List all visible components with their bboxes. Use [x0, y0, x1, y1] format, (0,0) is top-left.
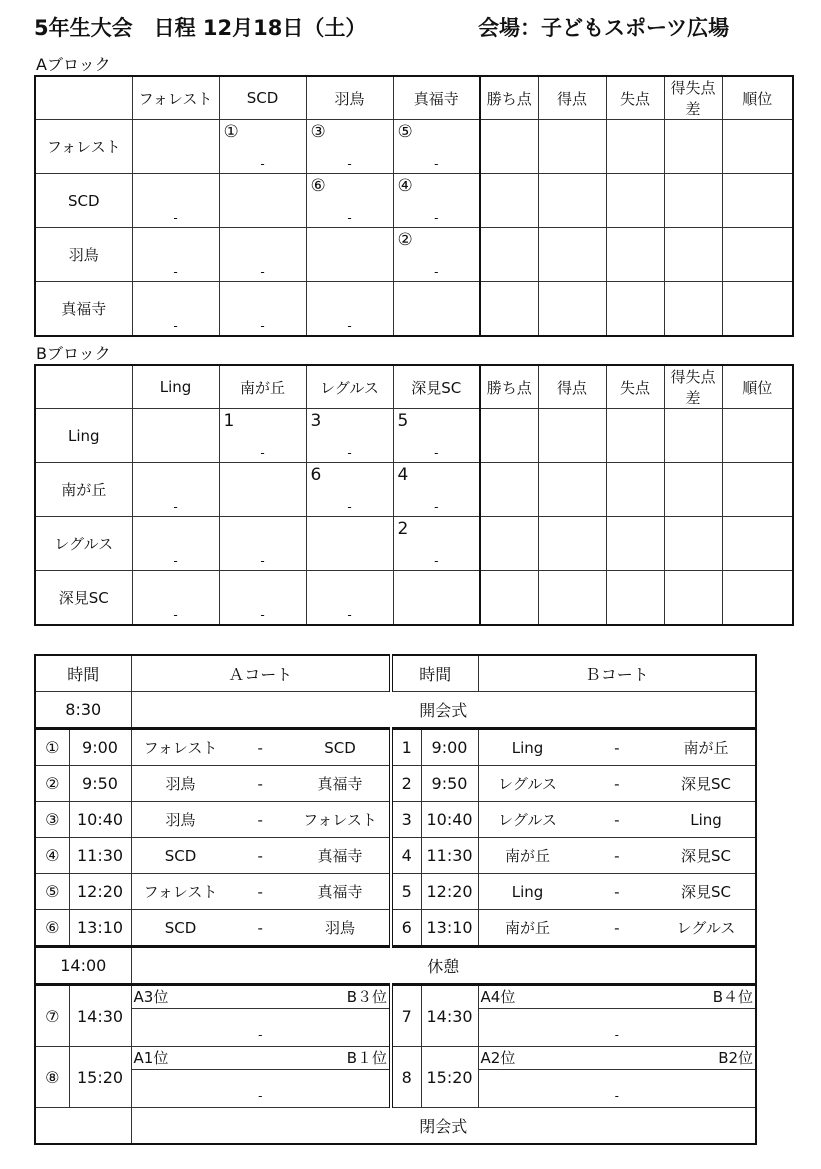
time-header-a: 時間	[35, 655, 131, 692]
match-time-b: 14:30	[421, 985, 478, 1047]
team-away: 深見SC	[681, 847, 732, 865]
stat-cell[interactable]	[538, 463, 606, 517]
score-dash: -	[258, 1089, 263, 1103]
final-b	[478, 985, 756, 1047]
column-header: 得点	[538, 365, 606, 409]
match-time-a: 10:40	[69, 802, 131, 838]
match-number: ③	[310, 122, 326, 142]
team-home: フォレスト	[143, 883, 218, 901]
match-number-b: 2	[391, 766, 421, 802]
match-a	[131, 838, 391, 874]
vs-dash: -	[257, 918, 263, 937]
break-label: 休憩	[131, 947, 756, 985]
column-header: 深見SC	[393, 365, 480, 409]
column-header: SCD	[219, 76, 306, 120]
team-home: 南が丘	[505, 847, 551, 865]
match-pair	[479, 737, 756, 758]
table-row	[35, 517, 793, 571]
venue-label: 会場：子どもスポーツ広場	[478, 16, 730, 40]
match-time-a: 11:30	[69, 838, 131, 874]
result-cell[interactable]	[219, 120, 306, 174]
match-number: 2	[397, 519, 409, 539]
team-home: レグルス	[498, 811, 557, 829]
stat-cell[interactable]	[538, 228, 606, 282]
score-dash: -	[260, 157, 265, 171]
score-dash: -	[173, 265, 178, 279]
seed-home: A4位	[480, 988, 516, 1006]
column-header: 真福寺	[393, 76, 480, 120]
stat-cell[interactable]	[480, 463, 538, 517]
match-b	[478, 766, 756, 802]
match-time-b: 11:30	[421, 838, 478, 874]
block-a-label: Aブロック	[36, 55, 111, 74]
result-cell[interactable]	[132, 120, 219, 174]
stat-cell[interactable]	[606, 517, 664, 571]
team-home: SCD	[164, 846, 197, 865]
final-row	[35, 1047, 756, 1108]
match-time-a: 13:10	[69, 910, 131, 947]
stat-cell[interactable]	[722, 282, 793, 337]
match-time-a: 15:20	[69, 1047, 131, 1108]
match-a	[131, 910, 391, 947]
match-number: ②	[397, 230, 413, 250]
score-dash: -	[173, 554, 178, 568]
column-header: 失点	[606, 76, 664, 120]
match-pair	[132, 917, 390, 938]
result-cell[interactable]	[393, 463, 480, 517]
result-cell[interactable]	[219, 282, 306, 337]
score-dash: -	[434, 500, 439, 514]
result-cell[interactable]	[306, 409, 393, 463]
stat-cell[interactable]	[606, 463, 664, 517]
score-dash: -	[347, 319, 352, 333]
team-home: 羽鳥	[165, 811, 196, 829]
column-header: 得点	[538, 76, 606, 120]
match-b	[478, 802, 756, 838]
result-cell[interactable]	[219, 463, 306, 517]
result-cell[interactable]	[393, 517, 480, 571]
stat-cell[interactable]	[664, 517, 722, 571]
score-dash: -	[260, 446, 265, 460]
stat-cell[interactable]	[722, 409, 793, 463]
schedule-row	[35, 802, 756, 838]
court-a-header: Ａコート	[131, 655, 391, 692]
final-box	[479, 1047, 756, 1107]
stat-cell[interactable]	[664, 571, 722, 626]
stat-cell[interactable]	[664, 409, 722, 463]
stat-cell[interactable]	[664, 174, 722, 228]
match-number-b: 7	[391, 985, 421, 1047]
seed-home: A3位	[133, 988, 169, 1006]
match-time-a: 12:20	[69, 874, 131, 910]
match-time-b: 12:20	[421, 874, 478, 910]
match-b	[478, 838, 756, 874]
schedule-row	[35, 910, 756, 947]
stat-cell[interactable]	[538, 409, 606, 463]
result-cell[interactable]	[132, 282, 219, 337]
match-number-b: 4	[391, 838, 421, 874]
score-dash: -	[260, 608, 265, 622]
result-cell[interactable]	[219, 174, 306, 228]
stat-cell[interactable]	[722, 174, 793, 228]
result-cell[interactable]	[219, 409, 306, 463]
match-number: 5	[397, 411, 409, 431]
result-cell[interactable]	[393, 282, 480, 337]
vs-dash: -	[614, 774, 620, 793]
seed-away: B４位	[712, 988, 754, 1006]
divider	[132, 1069, 390, 1070]
stat-cell[interactable]	[722, 517, 793, 571]
match-b	[478, 729, 756, 766]
column-header: 南が丘	[219, 365, 306, 409]
stat-cell[interactable]	[722, 120, 793, 174]
team-away: 真福寺	[317, 883, 363, 901]
match-number: ④	[397, 176, 413, 196]
vs-dash: -	[257, 810, 263, 829]
stat-cell[interactable]	[480, 282, 538, 337]
result-cell[interactable]	[132, 517, 219, 571]
result-cell[interactable]	[306, 174, 393, 228]
result-cell[interactable]	[306, 282, 393, 337]
stat-cell[interactable]	[480, 571, 538, 626]
match-pair	[132, 845, 390, 866]
stat-cell[interactable]	[722, 463, 793, 517]
match-pair	[479, 809, 756, 830]
opening-ceremony: 開会式	[131, 692, 756, 729]
table-row	[35, 571, 793, 626]
stat-cell[interactable]	[664, 463, 722, 517]
match-number-b: 8	[391, 1047, 421, 1108]
final-a	[131, 1047, 391, 1108]
team-home: フォレスト	[143, 739, 218, 757]
result-cell[interactable]	[393, 228, 480, 282]
vs-dash: -	[257, 846, 263, 865]
result-cell[interactable]	[132, 409, 219, 463]
score-dash: -	[434, 211, 439, 225]
match-time-a: 9:50	[69, 766, 131, 802]
result-cell[interactable]	[393, 409, 480, 463]
score-dash: -	[347, 157, 352, 171]
match-a	[131, 874, 391, 910]
table-row	[35, 228, 793, 282]
opening-time: 8:30	[35, 692, 131, 729]
result-cell[interactable]	[393, 571, 480, 626]
result-cell[interactable]	[132, 463, 219, 517]
divider	[479, 1069, 756, 1070]
score-dash: -	[614, 1028, 619, 1042]
match-number-a: ②	[35, 766, 69, 802]
match-number-b: 6	[391, 910, 421, 947]
closing-time	[35, 1108, 131, 1145]
team-name: Ling	[35, 409, 132, 463]
result-cell[interactable]	[306, 120, 393, 174]
stat-cell[interactable]	[538, 120, 606, 174]
match-pair	[479, 845, 756, 866]
match-time-b: 9:00	[421, 729, 478, 766]
match-a	[131, 802, 391, 838]
match-pair	[479, 773, 756, 794]
corner-cell	[35, 76, 132, 120]
team-away: 深見SC	[681, 883, 732, 901]
match-time-b: 10:40	[421, 802, 478, 838]
closing-ceremony: 閉会式	[131, 1108, 756, 1145]
vs-dash: -	[614, 882, 620, 901]
team-home: 南が丘	[505, 919, 551, 937]
stat-cell[interactable]	[606, 409, 664, 463]
seed-away: B１位	[346, 1049, 388, 1067]
match-number: ①	[223, 122, 239, 142]
score-dash: -	[173, 500, 178, 514]
block-b-table	[34, 364, 794, 626]
team-home: SCD	[164, 918, 197, 937]
team-home: レグルス	[498, 775, 557, 793]
result-cell[interactable]	[306, 228, 393, 282]
stat-cell[interactable]	[606, 174, 664, 228]
team-away: Ling	[690, 810, 722, 829]
stat-cell[interactable]	[606, 282, 664, 337]
result-cell[interactable]	[132, 571, 219, 626]
stat-cell[interactable]	[722, 228, 793, 282]
score-dash: -	[434, 446, 439, 460]
schedule-row	[35, 766, 756, 802]
score-dash: -	[173, 608, 178, 622]
column-header: 勝ち点	[480, 365, 538, 409]
score-dash: -	[173, 211, 178, 225]
match-pair	[479, 917, 756, 938]
seed-away: B2位	[718, 1049, 754, 1067]
match-time-b: 9:50	[421, 766, 478, 802]
stat-cell[interactable]	[606, 120, 664, 174]
match-pair	[132, 881, 390, 902]
match-number-b: 1	[391, 729, 421, 766]
team-away: 羽鳥	[325, 919, 356, 937]
match-a	[131, 766, 391, 802]
final-box	[132, 1047, 390, 1107]
team-name: 羽鳥	[35, 228, 132, 282]
match-time-a: 9:00	[69, 729, 131, 766]
final-box	[479, 986, 756, 1046]
stat-cell[interactable]	[538, 571, 606, 626]
stat-cell[interactable]	[480, 517, 538, 571]
team-name: 深見SC	[35, 571, 132, 626]
column-header: 失点	[606, 365, 664, 409]
stat-cell[interactable]	[480, 120, 538, 174]
stat-cell[interactable]	[664, 120, 722, 174]
match-number-a: ⑤	[35, 874, 69, 910]
column-header: 得失点差	[664, 76, 722, 120]
result-cell[interactable]	[306, 517, 393, 571]
schedule-row	[35, 838, 756, 874]
match-pair	[132, 737, 390, 758]
stat-cell[interactable]	[538, 517, 606, 571]
result-cell[interactable]	[132, 174, 219, 228]
table-row	[35, 282, 793, 337]
match-b	[478, 874, 756, 910]
result-cell[interactable]	[132, 228, 219, 282]
column-header: レグルス	[306, 365, 393, 409]
schedule-row	[35, 874, 756, 910]
match-number: ⑥	[310, 176, 326, 196]
result-cell[interactable]	[306, 571, 393, 626]
final-row	[35, 985, 756, 1047]
team-home: 羽鳥	[165, 775, 196, 793]
match-number-b: 3	[391, 802, 421, 838]
match-number-a: ③	[35, 802, 69, 838]
vs-dash: -	[614, 738, 620, 757]
vs-dash: -	[257, 774, 263, 793]
team-name: 真福寺	[35, 282, 132, 337]
stat-cell[interactable]	[606, 228, 664, 282]
score-dash: -	[347, 446, 352, 460]
team-away: 南が丘	[683, 739, 729, 757]
seed-away: B３位	[346, 988, 388, 1006]
team-away: 真福寺	[317, 775, 363, 793]
score-dash: -	[260, 554, 265, 568]
match-number: 3	[310, 411, 322, 431]
score-dash: -	[347, 500, 352, 514]
table-row	[35, 120, 793, 174]
team-away: 真福寺	[317, 847, 363, 865]
match-number-a: ④	[35, 838, 69, 874]
team-name: フォレスト	[35, 120, 132, 174]
column-header: 勝ち点	[480, 76, 538, 120]
schedule-row	[35, 729, 756, 766]
stat-cell[interactable]	[664, 282, 722, 337]
break-time: 14:00	[35, 947, 131, 985]
match-number-b: 5	[391, 874, 421, 910]
team-home: Ling	[511, 738, 544, 757]
final-a	[131, 985, 391, 1047]
stat-cell[interactable]	[664, 228, 722, 282]
match-number: ⑤	[397, 122, 413, 142]
team-away: SCD	[324, 738, 356, 757]
match-number-a: ⑧	[35, 1047, 69, 1108]
match-time-b: 15:20	[421, 1047, 478, 1108]
match-number: 1	[223, 411, 235, 431]
team-away: 深見SC	[681, 775, 732, 793]
block-b-label: Bブロック	[36, 344, 111, 363]
time-header-b: 時間	[391, 655, 478, 692]
stat-cell[interactable]	[538, 282, 606, 337]
match-time-b: 13:10	[421, 910, 478, 947]
score-dash: -	[258, 1028, 263, 1042]
column-header: 順位	[722, 365, 793, 409]
score-dash: -	[260, 265, 265, 279]
divider	[132, 1008, 390, 1009]
final-box	[132, 986, 390, 1046]
column-header: 得失点差	[664, 365, 722, 409]
team-away: レグルス	[676, 919, 736, 937]
match-time-a: 14:30	[69, 985, 131, 1047]
column-header: フォレスト	[132, 76, 219, 120]
match-number-a: ⑦	[35, 985, 69, 1047]
column-header: Ling	[132, 365, 219, 409]
page-title: 5年生大会 日程 12月18日（土）	[34, 16, 367, 40]
team-away: フォレスト	[303, 811, 377, 829]
result-cell[interactable]	[306, 463, 393, 517]
result-cell[interactable]	[219, 571, 306, 626]
score-dash: -	[614, 1089, 619, 1103]
result-cell[interactable]	[219, 517, 306, 571]
score-dash: -	[434, 157, 439, 171]
stat-cell[interactable]	[480, 409, 538, 463]
match-number: 6	[310, 465, 322, 485]
match-number: 4	[397, 465, 409, 485]
team-name: SCD	[35, 174, 132, 228]
score-dash: -	[347, 608, 352, 622]
table-row	[35, 174, 793, 228]
column-header: 羽鳥	[306, 76, 393, 120]
stat-cell[interactable]	[606, 571, 664, 626]
table-row	[35, 463, 793, 517]
result-cell[interactable]	[219, 228, 306, 282]
score-dash: -	[173, 319, 178, 333]
match-a	[131, 729, 391, 766]
column-header: 順位	[722, 76, 793, 120]
team-name: レグルス	[35, 517, 132, 571]
match-b	[478, 910, 756, 947]
result-cell[interactable]	[393, 120, 480, 174]
vs-dash: -	[614, 918, 620, 937]
vs-dash: -	[614, 810, 620, 829]
table-row	[35, 409, 793, 463]
stat-cell[interactable]	[480, 228, 538, 282]
stat-cell[interactable]	[722, 571, 793, 626]
seed-home: A2位	[480, 1049, 516, 1067]
court-b-header: Ｂコート	[478, 655, 756, 692]
score-dash: -	[434, 554, 439, 568]
corner-cell	[35, 365, 132, 409]
match-pair	[132, 773, 390, 794]
score-dash: -	[434, 265, 439, 279]
seed-home: A1位	[133, 1049, 169, 1067]
stat-cell[interactable]	[480, 174, 538, 228]
match-pair	[479, 881, 756, 902]
score-dash: -	[347, 211, 352, 225]
vs-dash: -	[257, 882, 263, 901]
schedule-table	[34, 654, 757, 1145]
match-number-a: ⑥	[35, 910, 69, 947]
vs-dash: -	[614, 846, 620, 865]
vs-dash: -	[257, 738, 263, 757]
stat-cell[interactable]	[538, 174, 606, 228]
team-name: 南が丘	[35, 463, 132, 517]
score-dash: -	[260, 319, 265, 333]
divider	[479, 1008, 756, 1009]
final-b	[478, 1047, 756, 1108]
block-a-table	[34, 75, 794, 337]
result-cell[interactable]	[393, 174, 480, 228]
match-pair	[132, 809, 390, 830]
match-number-a: ①	[35, 729, 69, 766]
team-home: Ling	[511, 882, 544, 901]
